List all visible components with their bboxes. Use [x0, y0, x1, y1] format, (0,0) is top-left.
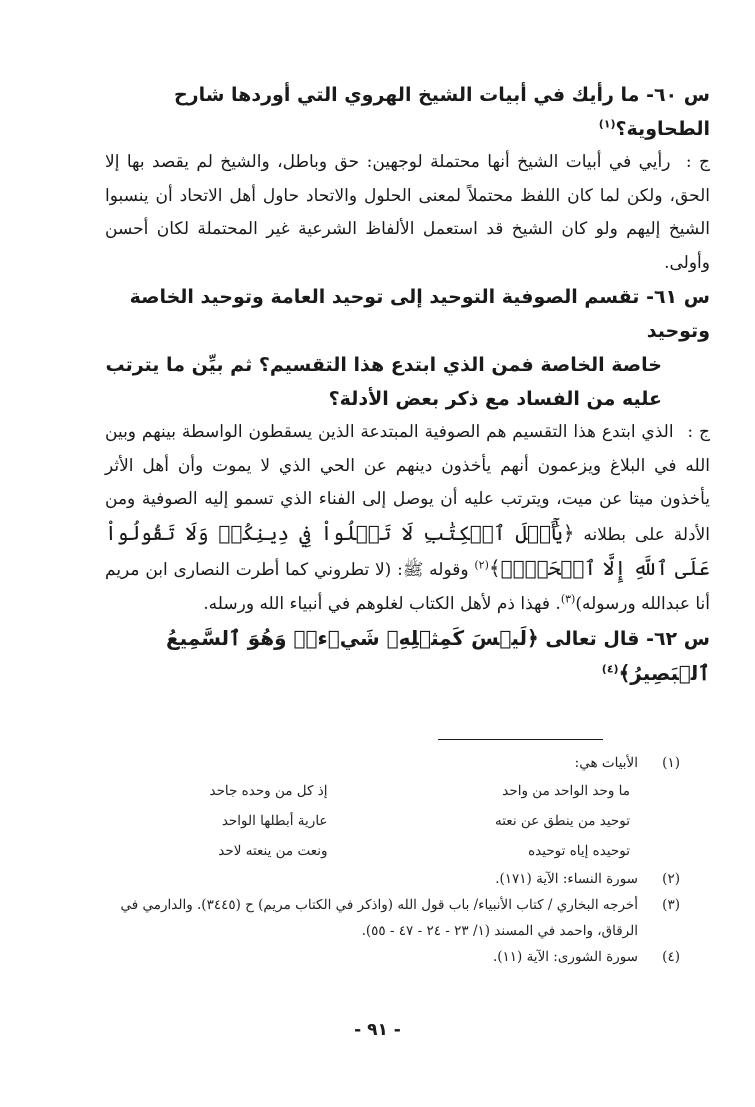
answer-text: رأيي في أبيات الشيخ أنها محتملة لوجهين: حق وباطل، والشيخ لم يقصد بها إلا الحق، ولكن لما كان اللفظ محتملاً لمعنى الحلول والاتحاد حاول أهل الاتحاد أن ينسبوا الشيخ إليهم ولو كان الشيخ قد استعمل الألفاظ الشرعية غير المحتملة لكان أحسن وأولى.: [105, 152, 710, 273]
hadith-text: وقوله ﷺ: (لا تطروني كما أطرت النصارى ابن مريم أنا عبدالله ورسوله): [105, 560, 710, 614]
question-number: س ٦٢-: [646, 628, 710, 650]
answer-60: [105, 146, 710, 280]
answer-61: [105, 416, 710, 621]
footnote-text: الأبيات هي:: [574, 755, 638, 771]
question-text-line1: تقسم الصوفية التوحيد إلى توحيد العامة وتوحيد الخاصة وتوحيد: [129, 286, 710, 342]
quran-verse: ﴿لَيۡسَ كَمِثۡلِهِۦ شَيۡءٞۖ وَهُوَ ٱلسَّمِيعُ ٱلۡبَصِيرُ﴾: [165, 626, 710, 685]
poem-hemistich: عارية أبطلها الواحد: [221, 813, 328, 829]
quran-verse: ﴿يَٰٓأَهۡلَ ٱلۡكِتَٰبِ لَا تَغۡلُواْ فِي دِينِكُمۡ وَلَا تَقُولُواْ عَلَى ٱللَّهِ إِلَّا ٱلۡحَقَّۚ﴾: [105, 520, 710, 580]
footnote-number: (١): [662, 755, 680, 771]
footnote-3: [105, 892, 680, 944]
question-text: ما رأيك في أبيات الشيخ الهروي التي أوردها شارح الطحاوية؟: [173, 84, 710, 140]
poem-verses: [105, 776, 672, 866]
question-60: [105, 78, 710, 146]
poem-hemistich: توحيده إياه توحيده: [528, 843, 630, 859]
answer-label: ج :: [685, 152, 710, 172]
question-62: [105, 621, 710, 691]
page-number: - ٩١ -: [354, 1020, 401, 1040]
footnote-ref: (١): [598, 117, 616, 131]
question-text: قال تعالى: [545, 628, 640, 650]
footnote-text: سورة النساء: الآية (١٧١).: [495, 871, 638, 887]
footnote-text: أخرجه البخاري / كتاب الأنبياء/ باب قول الله (واذكر في الكتاب مريم) ح (٣٤٤٥). والدارمي في الرقاق، واحمد في المسند (١/ ٢٣ - ٢٤ - ٤٧ - ٥٥).: [120, 897, 638, 939]
footnote-1: [105, 750, 680, 776]
footnote-number: (٢): [662, 871, 680, 887]
question-number: س ٦١-: [646, 286, 710, 308]
question-number: س ٦٠-: [646, 84, 710, 106]
footnote-number: (٤): [662, 949, 680, 965]
footnote-2: [105, 866, 680, 892]
footnote-ref: (٣): [560, 591, 576, 605]
poem-hemistich: ونعت من ينعته لاحد: [218, 843, 328, 859]
footnote-ref: (٤): [601, 662, 619, 676]
poem-hemistich: ما وحد الواحد من واحد: [502, 783, 630, 799]
poem-hemistich: إذ كل من وحده جاحد: [209, 783, 328, 799]
main-text: [105, 78, 710, 691]
question-text-line2: خاصة الخاصة فمن الذي ابتدع هذا التقسيم؟ ثم بيِّن ما يترتب: [105, 354, 662, 376]
question-61: [105, 280, 710, 416]
footnotes: [105, 750, 680, 970]
footnote-4: [105, 944, 680, 970]
question-text-line3: عليه من الفساد مع ذكر بعض الأدلة؟: [328, 388, 662, 410]
answer-text: الذي ابتدع هذا التقسيم هم الصوفية المبتدعة الذين يسقطون الواسطة بينهم وبين الله في البلاغ ويزعمون أنهم يأخذون دينهم عن الحي الذي لا يموت وأن أهل الأثر يأخذون ميتا عن ميت، ويترتب عليه أن يوصل إلى الفناء الذي تسمو إليه الصوفية ومن الأدلة على بطلانه: [105, 422, 710, 545]
footnote-divider: [438, 739, 603, 740]
poem-hemistich: توحيد من ينطق عن نعته: [495, 813, 630, 829]
footnote-number: (٣): [662, 897, 680, 913]
footnote-ref: (٢): [474, 558, 489, 572]
footnote-text: سورة الشورى: الآية (١١).: [492, 949, 638, 965]
answer-label: ج :: [687, 422, 710, 442]
answer-conclusion: . فهذا ذم لأهل الكتاب لغلوهم في أنبياء الله ورسله.: [203, 593, 561, 614]
